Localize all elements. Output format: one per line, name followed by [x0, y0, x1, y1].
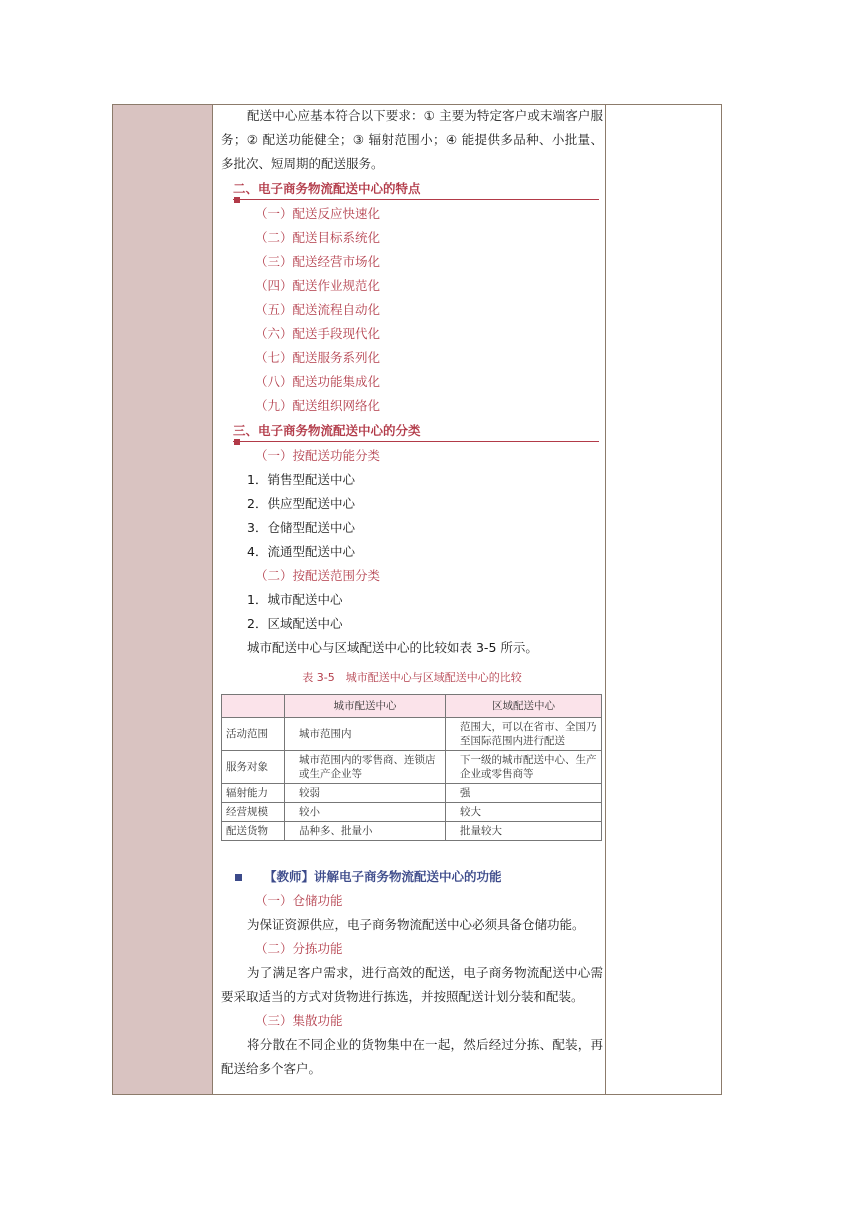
- table-cell: 较弱: [285, 784, 446, 803]
- row-label: 活动范围: [222, 718, 285, 751]
- list-item: 1．销售型配送中心: [247, 472, 355, 487]
- feature-item: （二）配送目标系统化: [255, 230, 381, 245]
- table-cell: 批量较大: [446, 822, 602, 841]
- row-label: 服务对象: [222, 751, 285, 784]
- table-caption: 表 3-5 城市配送中心与区域配送中心的比较: [302, 671, 522, 684]
- list-item: 2．供应型配送中心: [247, 496, 355, 511]
- table-row: [222, 803, 602, 822]
- table-cell: 下一级的城市配送中心、生产企业或零售商等: [446, 751, 602, 784]
- table-cell: 品种多、批量小: [285, 822, 446, 841]
- feature-item: （五）配送流程自动化: [255, 302, 381, 317]
- table-cell: 强: [446, 784, 602, 803]
- section-2-heading: [221, 178, 603, 200]
- feature-item: （六）配送手段现代化: [255, 326, 381, 341]
- heading-rule: [233, 199, 599, 200]
- intro-paragraph: 配送中心应基本符合以下要求：① 主要为特定客户或末端客户服务；② 配送功能健全；③ 辐射范围小；④ 能提供多品种、小批量、多批次、短周期的配送服务。: [221, 108, 603, 171]
- header-cell: [222, 695, 285, 718]
- subsection-title: （二）按配送范围分类: [255, 568, 381, 583]
- function-title: （二）分拣功能: [255, 941, 343, 956]
- heading-rule: [233, 441, 599, 442]
- table-header-row: [222, 695, 602, 718]
- function-paragraph: 将分散在不同企业的货物集中在一起，然后经过分拣、配装，再配送给多个客户。: [221, 1037, 603, 1076]
- feature-item: （一）配送反应快速化: [255, 206, 381, 221]
- section-2-title: 二、电子商务物流配送中心的特点: [233, 181, 421, 196]
- feature-item: （三）配送经营市场化: [255, 254, 381, 269]
- function-title: （一）仓储功能: [255, 893, 343, 908]
- bullet-square-icon: [235, 874, 242, 881]
- table-row: [222, 784, 602, 803]
- header-cell: 区域配送中心: [446, 695, 602, 718]
- row-label: 经营规模: [222, 803, 285, 822]
- section-3-title: 三、电子商务物流配送中心的分类: [233, 423, 421, 438]
- table-row: [222, 718, 602, 751]
- table-cell: 城市范围内的零售商、连锁店或生产企业等: [285, 751, 446, 784]
- table-cell: 城市范围内: [285, 718, 446, 751]
- comparison-table: [221, 694, 602, 841]
- list-item: 3．仓储型配送中心: [247, 520, 355, 535]
- function-paragraph: 为了满足客户需求，进行高效的配送，电子商务物流配送中心需要采取适当的方式对货物进行拣选，并按照配送计划分装和配装。: [221, 965, 603, 1004]
- row-label: 辐射能力: [222, 784, 285, 803]
- left-column: [113, 105, 213, 1094]
- feature-item: （四）配送作业规范化: [255, 278, 381, 293]
- table-cell: 范围大，可以在省市、全国乃至国际范围内进行配送: [446, 718, 602, 751]
- list-item: 1．城市配送中心: [247, 592, 343, 607]
- row-label: 配送货物: [222, 822, 285, 841]
- table-cell: 较大: [446, 803, 602, 822]
- teacher-title: 【教师】讲解电子商务物流配送中心的功能: [264, 869, 502, 884]
- main-content: [221, 104, 603, 1081]
- list-item: 2．区域配送中心: [247, 616, 343, 631]
- heading-square-marker: [234, 439, 240, 445]
- section-3-heading: [221, 420, 603, 442]
- table-row: [222, 751, 602, 784]
- table-cell: 较小: [285, 803, 446, 822]
- feature-item: （九）配送组织网络化: [255, 398, 381, 413]
- list-item: 4．流通型配送中心: [247, 544, 355, 559]
- teacher-heading: [221, 865, 603, 889]
- header-cell: 城市配送中心: [285, 695, 446, 718]
- heading-square-marker: [234, 197, 240, 203]
- subsection-title: （一）按配送功能分类: [255, 448, 381, 463]
- function-paragraph: 为保证资源供应，电子商务物流配送中心必须具备仓储功能。: [247, 917, 585, 932]
- right-column: [605, 105, 721, 1094]
- table-row: [222, 822, 602, 841]
- feature-item: （八）配送功能集成化: [255, 374, 381, 389]
- feature-item: （七）配送服务系列化: [255, 350, 381, 365]
- compare-paragraph: 城市配送中心与区域配送中心的比较如表 3-5 所示。: [247, 640, 538, 655]
- function-title: （三）集散功能: [255, 1013, 343, 1028]
